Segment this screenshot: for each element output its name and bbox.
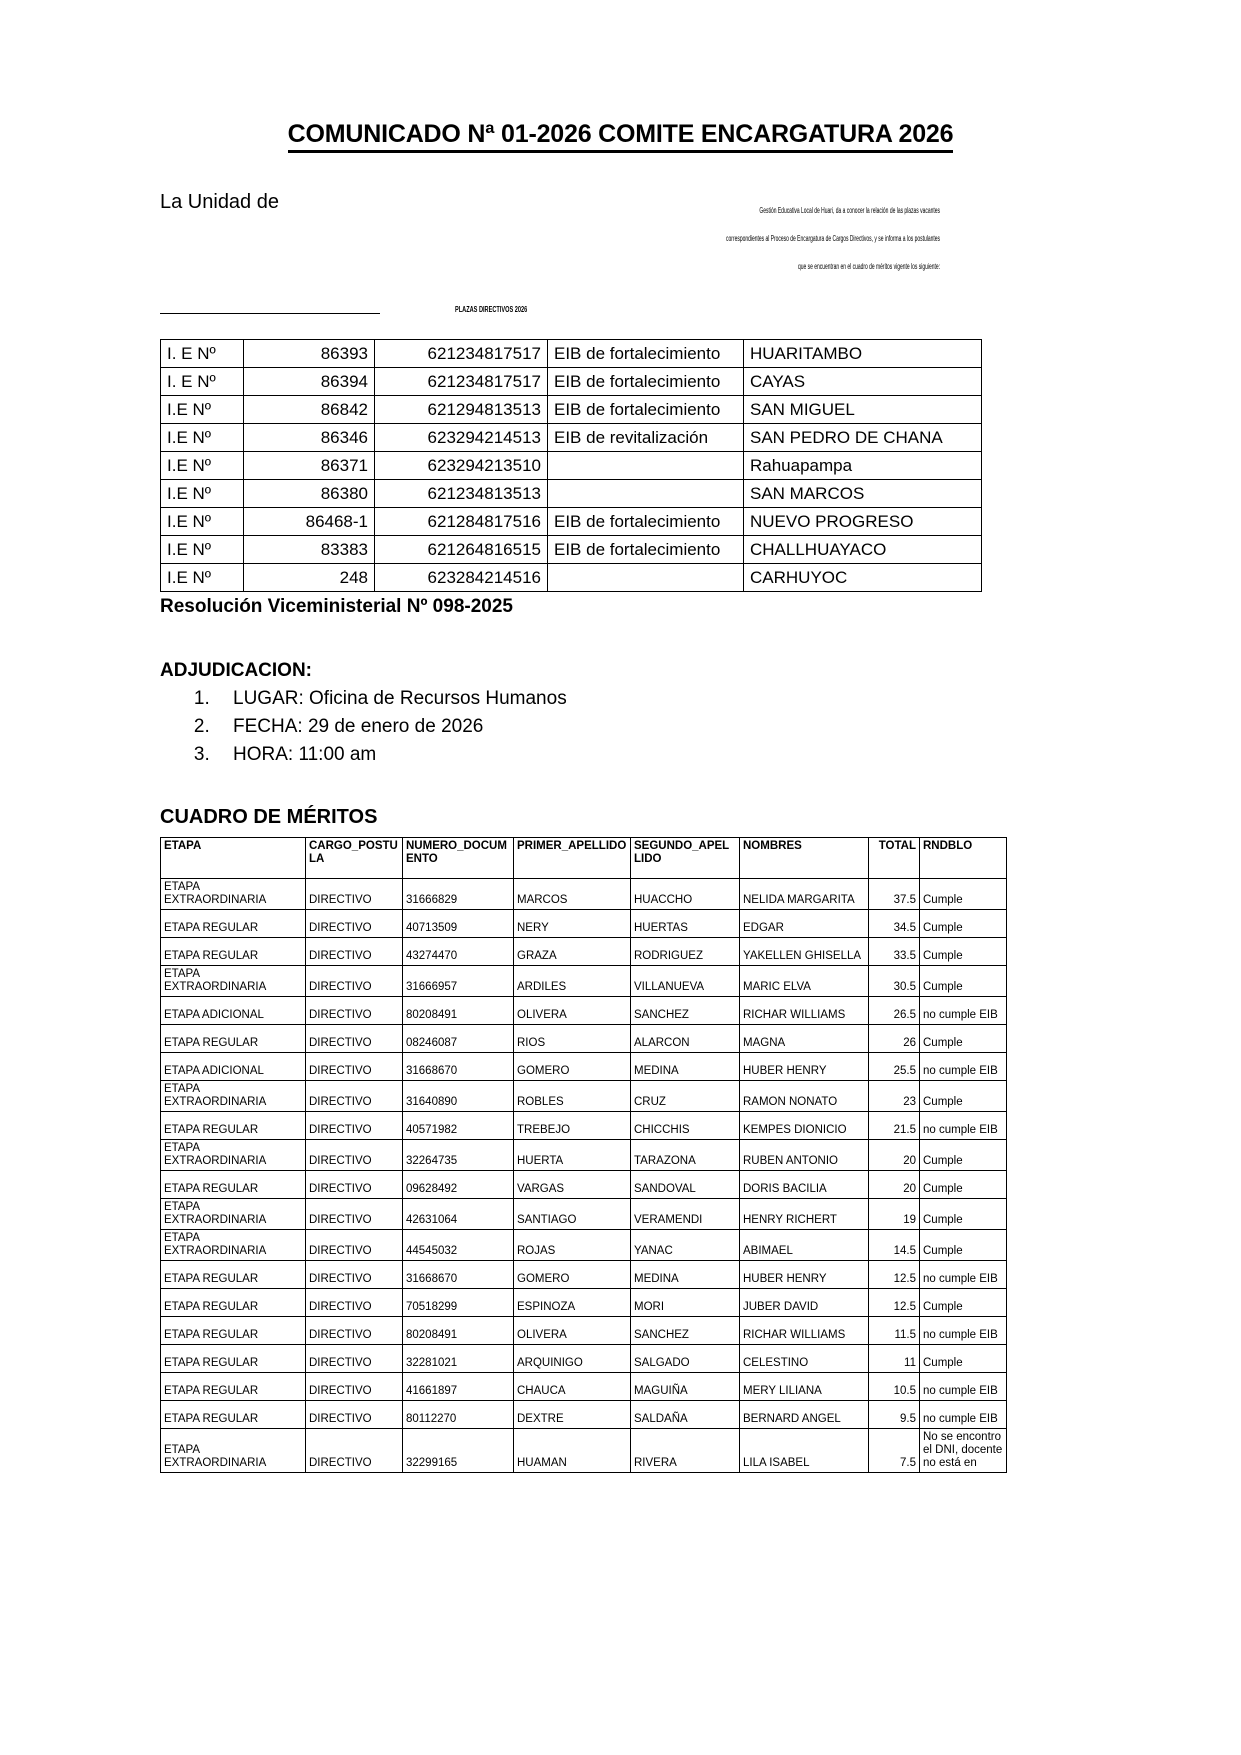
- horizontal-divider: [160, 313, 380, 314]
- cell-segundo-apellido: TARAZONA: [631, 1140, 740, 1171]
- cell-documento: 43274470: [403, 938, 514, 966]
- table-row: [161, 997, 1007, 1025]
- ie-code: 86842: [244, 396, 375, 424]
- ie-lugar: SAN MIGUEL: [744, 396, 982, 424]
- table-row: [161, 508, 982, 536]
- cell-nombres: RUBEN ANTONIO: [740, 1140, 869, 1171]
- cell-rndblo: no cumple EIB: [920, 1053, 1007, 1081]
- intro-lead-text: La Unidad de: [160, 191, 279, 213]
- cell-segundo-apellido: ALARCON: [631, 1025, 740, 1053]
- cell-segundo-apellido: RIVERA: [631, 1429, 740, 1473]
- cell-etapa: ETAPA EXTRAORDINARIA: [161, 1429, 306, 1473]
- plazas-directivos-label: PLAZAS DIRECTIVOS 2026: [455, 305, 528, 314]
- ie-label: I.E Nº: [161, 536, 244, 564]
- cell-documento: 44545032: [403, 1230, 514, 1261]
- cell-documento: 31640890: [403, 1081, 514, 1112]
- cell-etapa: ETAPA REGULAR: [161, 1373, 306, 1401]
- table-row: [161, 966, 1007, 997]
- cell-nombres: HENRY RICHERT: [740, 1199, 869, 1230]
- cell-nombres: MAGNA: [740, 1025, 869, 1053]
- table-row: [161, 1429, 1007, 1473]
- merit-table-body: [161, 879, 1007, 1473]
- cell-etapa: ETAPA REGULAR: [161, 1112, 306, 1140]
- table-row: [161, 1112, 1007, 1140]
- ie-lugar: HUARITAMBO: [744, 340, 982, 368]
- table-row: [161, 938, 1007, 966]
- table-row: [161, 1261, 1007, 1289]
- cell-rndblo: Cumple: [920, 1025, 1007, 1053]
- ie-label: I.E Nº: [161, 508, 244, 536]
- column-header-primer-apellido: PRIMER_APELLIDO: [514, 838, 631, 879]
- ie-doc: 621294813513: [375, 396, 548, 424]
- cell-etapa: ETAPA REGULAR: [161, 1171, 306, 1199]
- cell-nombres: CELESTINO: [740, 1345, 869, 1373]
- cell-cargo: DIRECTIVO: [306, 1081, 403, 1112]
- cell-documento: 40571982: [403, 1112, 514, 1140]
- list-item: 1. LUGAR: Oficina de Recursos Humanos: [215, 688, 1241, 710]
- cell-cargo: DIRECTIVO: [306, 1199, 403, 1230]
- cell-segundo-apellido: SANDOVAL: [631, 1171, 740, 1199]
- cell-segundo-apellido: SANCHEZ: [631, 997, 740, 1025]
- cell-total: 26.5: [869, 997, 920, 1025]
- cell-etapa: ETAPA EXTRAORDINARIA: [161, 966, 306, 997]
- cell-cargo: DIRECTIVO: [306, 1429, 403, 1473]
- cell-cargo: DIRECTIVO: [306, 1401, 403, 1429]
- table-row: [161, 1199, 1007, 1230]
- table-row: [161, 368, 982, 396]
- cell-rndblo: Cumple: [920, 1140, 1007, 1171]
- cell-etapa: ETAPA REGULAR: [161, 1401, 306, 1429]
- cell-nombres: RICHAR WILLIAMS: [740, 997, 869, 1025]
- cell-rndblo: Cumple: [920, 879, 1007, 910]
- table-row: [161, 1373, 1007, 1401]
- plazas-vacantes-table: [160, 339, 982, 592]
- adjudicacion-list: [0, 688, 1241, 766]
- ie-lugar: Rahuapampa: [744, 452, 982, 480]
- column-header-total: TOTAL: [869, 838, 920, 879]
- cell-documento: 42631064: [403, 1199, 514, 1230]
- cell-cargo: DIRECTIVO: [306, 1112, 403, 1140]
- table-row: [161, 340, 982, 368]
- cell-cargo: DIRECTIVO: [306, 1230, 403, 1261]
- cell-documento: 08246087: [403, 1025, 514, 1053]
- cell-segundo-apellido: SANCHEZ: [631, 1317, 740, 1345]
- cell-primer-apellido: ESPINOZA: [514, 1289, 631, 1317]
- cell-total: 12.5: [869, 1261, 920, 1289]
- cell-segundo-apellido: HUACCHO: [631, 879, 740, 910]
- table-row: [161, 1053, 1007, 1081]
- cell-rndblo: Cumple: [920, 1081, 1007, 1112]
- cell-segundo-apellido: VILLANUEVA: [631, 966, 740, 997]
- cell-documento: 31666957: [403, 966, 514, 997]
- table-row: [161, 879, 1007, 910]
- ie-tipo: EIB de fortalecimiento: [548, 340, 744, 368]
- merit-table-head: [161, 838, 1007, 879]
- ie-code: 86380: [244, 480, 375, 508]
- table-row: [161, 910, 1007, 938]
- ie-code: 86393: [244, 340, 375, 368]
- ie-label: I. E Nº: [161, 340, 244, 368]
- table-row: [161, 1289, 1007, 1317]
- cell-primer-apellido: OLIVERA: [514, 997, 631, 1025]
- ie-doc: 623294214513: [375, 424, 548, 452]
- cell-nombres: HUBER HENRY: [740, 1053, 869, 1081]
- cell-cargo: DIRECTIVO: [306, 1317, 403, 1345]
- ie-lugar: SAN PEDRO DE CHANA: [744, 424, 982, 452]
- cell-segundo-apellido: MAGUIÑA: [631, 1373, 740, 1401]
- intro-line-3: que se encuentran en el cuadro de méritos vigente los siguiente:: [797, 262, 940, 271]
- cell-nombres: YAKELLEN GHISELLA: [740, 938, 869, 966]
- cell-rndblo: Cumple: [920, 966, 1007, 997]
- cell-segundo-apellido: YANAC: [631, 1230, 740, 1261]
- cell-primer-apellido: ROBLES: [514, 1081, 631, 1112]
- cell-etapa: ETAPA REGULAR: [161, 1289, 306, 1317]
- intro-paragraph: [300, 197, 940, 281]
- cell-segundo-apellido: MEDINA: [631, 1053, 740, 1081]
- intro-line-2: correspondientes al Proceso de Encargatura de Cargos Directivos, y se informa a los postulantes: [726, 234, 940, 243]
- ie-doc: 621234817517: [375, 368, 548, 396]
- cell-total: 20: [869, 1171, 920, 1199]
- table-row: [161, 564, 982, 592]
- plazas-table-body: [161, 340, 982, 592]
- cell-etapa: ETAPA EXTRAORDINARIA: [161, 1230, 306, 1261]
- cell-total: 20: [869, 1140, 920, 1171]
- table-row: [161, 452, 982, 480]
- cell-etapa: ETAPA ADICIONAL: [161, 997, 306, 1025]
- cell-nombres: KEMPES DIONICIO: [740, 1112, 869, 1140]
- cell-primer-apellido: VARGAS: [514, 1171, 631, 1199]
- cell-nombres: LILA ISABEL: [740, 1429, 869, 1473]
- cell-cargo: DIRECTIVO: [306, 1025, 403, 1053]
- table-row: [161, 1140, 1007, 1171]
- cell-rndblo: No se encontro el DNI, docente no está en: [920, 1429, 1007, 1473]
- cell-nombres: DORIS BACILIA: [740, 1171, 869, 1199]
- cell-rndblo: no cumple EIB: [920, 1401, 1007, 1429]
- cell-primer-apellido: GOMERO: [514, 1261, 631, 1289]
- cell-cargo: DIRECTIVO: [306, 997, 403, 1025]
- ie-tipo: EIB de fortalecimiento: [548, 536, 744, 564]
- table-row: [161, 480, 982, 508]
- cell-rndblo: no cumple EIB: [920, 1317, 1007, 1345]
- cell-cargo: DIRECTIVO: [306, 938, 403, 966]
- cell-etapa: ETAPA ADICIONAL: [161, 1053, 306, 1081]
- cell-segundo-apellido: MORI: [631, 1289, 740, 1317]
- ie-doc: 623294213510: [375, 452, 548, 480]
- cell-total: 19: [869, 1199, 920, 1230]
- cell-cargo: DIRECTIVO: [306, 879, 403, 910]
- cell-documento: 31668670: [403, 1261, 514, 1289]
- cell-primer-apellido: MARCOS: [514, 879, 631, 910]
- table-row: [161, 1025, 1007, 1053]
- separator-row: [0, 303, 1241, 331]
- cell-documento: 09628492: [403, 1171, 514, 1199]
- cell-rndblo: no cumple EIB: [920, 1112, 1007, 1140]
- cell-total: 11: [869, 1345, 920, 1373]
- cell-total: 7.5: [869, 1429, 920, 1473]
- cell-etapa: ETAPA EXTRAORDINARIA: [161, 1199, 306, 1230]
- ie-label: I.E Nº: [161, 452, 244, 480]
- cell-cargo: DIRECTIVO: [306, 1345, 403, 1373]
- ie-lugar: CARHUYOC: [744, 564, 982, 592]
- cell-cargo: DIRECTIVO: [306, 910, 403, 938]
- cell-documento: 40713509: [403, 910, 514, 938]
- cell-cargo: DIRECTIVO: [306, 1261, 403, 1289]
- cell-total: 11.5: [869, 1317, 920, 1345]
- cell-rndblo: no cumple EIB: [920, 1261, 1007, 1289]
- cell-primer-apellido: NERY: [514, 910, 631, 938]
- cell-total: 14.5: [869, 1230, 920, 1261]
- ie-tipo: EIB de fortalecimiento: [548, 508, 744, 536]
- cell-segundo-apellido: HUERTAS: [631, 910, 740, 938]
- cell-segundo-apellido: SALDAÑA: [631, 1401, 740, 1429]
- cell-segundo-apellido: MEDINA: [631, 1261, 740, 1289]
- intro-section: [0, 191, 1241, 301]
- ie-tipo: [548, 480, 744, 508]
- cell-etapa: ETAPA REGULAR: [161, 938, 306, 966]
- ie-doc: 621264816515: [375, 536, 548, 564]
- cell-rndblo: no cumple EIB: [920, 997, 1007, 1025]
- cell-total: 30.5: [869, 966, 920, 997]
- column-header-nombres: NOMBRES: [740, 838, 869, 879]
- cell-cargo: DIRECTIVO: [306, 1289, 403, 1317]
- cell-cargo: DIRECTIVO: [306, 1053, 403, 1081]
- cell-segundo-apellido: SALGADO: [631, 1345, 740, 1373]
- cell-rndblo: Cumple: [920, 1345, 1007, 1373]
- ie-doc: 621234817517: [375, 340, 548, 368]
- ie-code: 248: [244, 564, 375, 592]
- cell-total: 33.5: [869, 938, 920, 966]
- ie-code: 86394: [244, 368, 375, 396]
- cell-rndblo: Cumple: [920, 938, 1007, 966]
- table-row: [161, 1230, 1007, 1261]
- cell-documento: 31666829: [403, 879, 514, 910]
- cell-nombres: RICHAR WILLIAMS: [740, 1317, 869, 1345]
- cell-rndblo: Cumple: [920, 1171, 1007, 1199]
- cell-nombres: EDGAR: [740, 910, 869, 938]
- cell-rndblo: Cumple: [920, 1230, 1007, 1261]
- column-header-segundo-apellido: SEGUNDO_APELLIDO: [631, 838, 740, 879]
- cell-primer-apellido: SANTIAGO: [514, 1199, 631, 1230]
- cell-etapa: ETAPA EXTRAORDINARIA: [161, 879, 306, 910]
- table-row: [161, 536, 982, 564]
- cell-nombres: HUBER HENRY: [740, 1261, 869, 1289]
- cell-rndblo: Cumple: [920, 910, 1007, 938]
- ie-label: I. E Nº: [161, 368, 244, 396]
- adjudicacion-heading: ADJUDICACION:: [160, 660, 312, 681]
- cell-primer-apellido: ARDILES: [514, 966, 631, 997]
- cell-etapa: ETAPA EXTRAORDINARIA: [161, 1140, 306, 1171]
- table-row: [161, 1171, 1007, 1199]
- cell-segundo-apellido: CHICCHIS: [631, 1112, 740, 1140]
- ie-tipo: EIB de revitalización: [548, 424, 744, 452]
- cell-etapa: ETAPA REGULAR: [161, 1261, 306, 1289]
- cell-etapa: ETAPA REGULAR: [161, 1345, 306, 1373]
- cell-documento: 32264735: [403, 1140, 514, 1171]
- cell-nombres: BERNARD ANGEL: [740, 1401, 869, 1429]
- cell-primer-apellido: TREBEJO: [514, 1112, 631, 1140]
- cell-segundo-apellido: CRUZ: [631, 1081, 740, 1112]
- cell-documento: 41661897: [403, 1373, 514, 1401]
- cell-documento: 80112270: [403, 1401, 514, 1429]
- ie-code: 83383: [244, 536, 375, 564]
- cell-total: 25.5: [869, 1053, 920, 1081]
- cell-total: 37.5: [869, 879, 920, 910]
- list-item: 3. HORA: 11:00 am: [215, 744, 1241, 766]
- table-row: [161, 1401, 1007, 1429]
- column-header-rndblo: RNDBLO: [920, 838, 1007, 879]
- cell-total: 26: [869, 1025, 920, 1053]
- cell-documento: 31668670: [403, 1053, 514, 1081]
- merit-header-row: [161, 838, 1007, 879]
- cell-nombres: ABIMAEL: [740, 1230, 869, 1261]
- ie-doc: 623284214516: [375, 564, 548, 592]
- ie-lugar: CAYAS: [744, 368, 982, 396]
- cell-total: 34.5: [869, 910, 920, 938]
- ie-label: I.E Nº: [161, 564, 244, 592]
- cell-documento: 32299165: [403, 1429, 514, 1473]
- cell-nombres: JUBER DAVID: [740, 1289, 869, 1317]
- cell-nombres: MARIC ELVA: [740, 966, 869, 997]
- column-header-numero-documento: NUMERO_DOCUMENTO: [403, 838, 514, 879]
- cell-total: 21.5: [869, 1112, 920, 1140]
- cell-rndblo: no cumple EIB: [920, 1373, 1007, 1401]
- cell-primer-apellido: GRAZA: [514, 938, 631, 966]
- ie-tipo: EIB de fortalecimiento: [548, 368, 744, 396]
- cell-primer-apellido: HUAMAN: [514, 1429, 631, 1473]
- cell-etapa: ETAPA REGULAR: [161, 910, 306, 938]
- cell-primer-apellido: DEXTRE: [514, 1401, 631, 1429]
- table-row: [161, 1081, 1007, 1112]
- cell-primer-apellido: ARQUINIGO: [514, 1345, 631, 1373]
- ie-doc: 621284817516: [375, 508, 548, 536]
- cell-primer-apellido: OLIVERA: [514, 1317, 631, 1345]
- ie-label: I.E Nº: [161, 480, 244, 508]
- cell-cargo: DIRECTIVO: [306, 1140, 403, 1171]
- list-item: 2. FECHA: 29 de enero de 2026: [215, 716, 1241, 738]
- intro-line-1: Gestión Educativa Local de Huari, da a conocer la relación de las plazas vacantes: [759, 206, 940, 215]
- cell-nombres: RAMON NONATO: [740, 1081, 869, 1112]
- ie-code: 86468-1: [244, 508, 375, 536]
- cell-cargo: DIRECTIVO: [306, 1373, 403, 1401]
- ie-code: 86346: [244, 424, 375, 452]
- cell-rndblo: Cumple: [920, 1199, 1007, 1230]
- cell-primer-apellido: HUERTA: [514, 1140, 631, 1171]
- cuadro-meritos-heading: CUADRO DE MÉRITOS: [160, 806, 378, 828]
- table-row: [161, 396, 982, 424]
- cell-nombres: MERY LILIANA: [740, 1373, 869, 1401]
- cell-nombres: NELIDA MARGARITA: [740, 879, 869, 910]
- cell-documento: 32281021: [403, 1345, 514, 1373]
- ie-label: I.E Nº: [161, 424, 244, 452]
- cell-documento: 70518299: [403, 1289, 514, 1317]
- cuadro-meritos-table: [160, 837, 1007, 1473]
- cell-etapa: ETAPA REGULAR: [161, 1317, 306, 1345]
- page-title-text: COMUNICADO Nª 01-2026 COMITE ENCARGATURA 2026: [288, 120, 954, 153]
- cell-primer-apellido: RIOS: [514, 1025, 631, 1053]
- column-header-etapa: ETAPA: [161, 838, 306, 879]
- table-row: [161, 1345, 1007, 1373]
- cell-documento: 80208491: [403, 1317, 514, 1345]
- ie-tipo: [548, 452, 744, 480]
- ie-lugar: NUEVO PROGRESO: [744, 508, 982, 536]
- cell-etapa: ETAPA REGULAR: [161, 1025, 306, 1053]
- ie-lugar: CHALLHUAYACO: [744, 536, 982, 564]
- table-row: [161, 1317, 1007, 1345]
- cell-rndblo: Cumple: [920, 1289, 1007, 1317]
- cell-total: 12.5: [869, 1289, 920, 1317]
- ie-code: 86371: [244, 452, 375, 480]
- cell-segundo-apellido: VERAMENDI: [631, 1199, 740, 1230]
- cell-primer-apellido: CHAUCA: [514, 1373, 631, 1401]
- ie-tipo: EIB de fortalecimiento: [548, 396, 744, 424]
- cell-primer-apellido: ROJAS: [514, 1230, 631, 1261]
- cell-total: 23: [869, 1081, 920, 1112]
- cell-cargo: DIRECTIVO: [306, 1171, 403, 1199]
- cell-total: 9.5: [869, 1401, 920, 1429]
- ie-doc: 621234813513: [375, 480, 548, 508]
- cell-segundo-apellido: RODRIGUEZ: [631, 938, 740, 966]
- cell-cargo: DIRECTIVO: [306, 966, 403, 997]
- cell-primer-apellido: GOMERO: [514, 1053, 631, 1081]
- page-title: [0, 0, 1241, 149]
- ie-label: I.E Nº: [161, 396, 244, 424]
- cell-etapa: ETAPA EXTRAORDINARIA: [161, 1081, 306, 1112]
- resolucion-viceministerial: Resolución Viceministerial Nº 098-2025: [160, 596, 513, 617]
- ie-tipo: [548, 564, 744, 592]
- cell-total: 10.5: [869, 1373, 920, 1401]
- table-row: [161, 424, 982, 452]
- ie-lugar: SAN MARCOS: [744, 480, 982, 508]
- column-header-cargo-postula: CARGO_POSTULA: [306, 838, 403, 879]
- cell-documento: 80208491: [403, 997, 514, 1025]
